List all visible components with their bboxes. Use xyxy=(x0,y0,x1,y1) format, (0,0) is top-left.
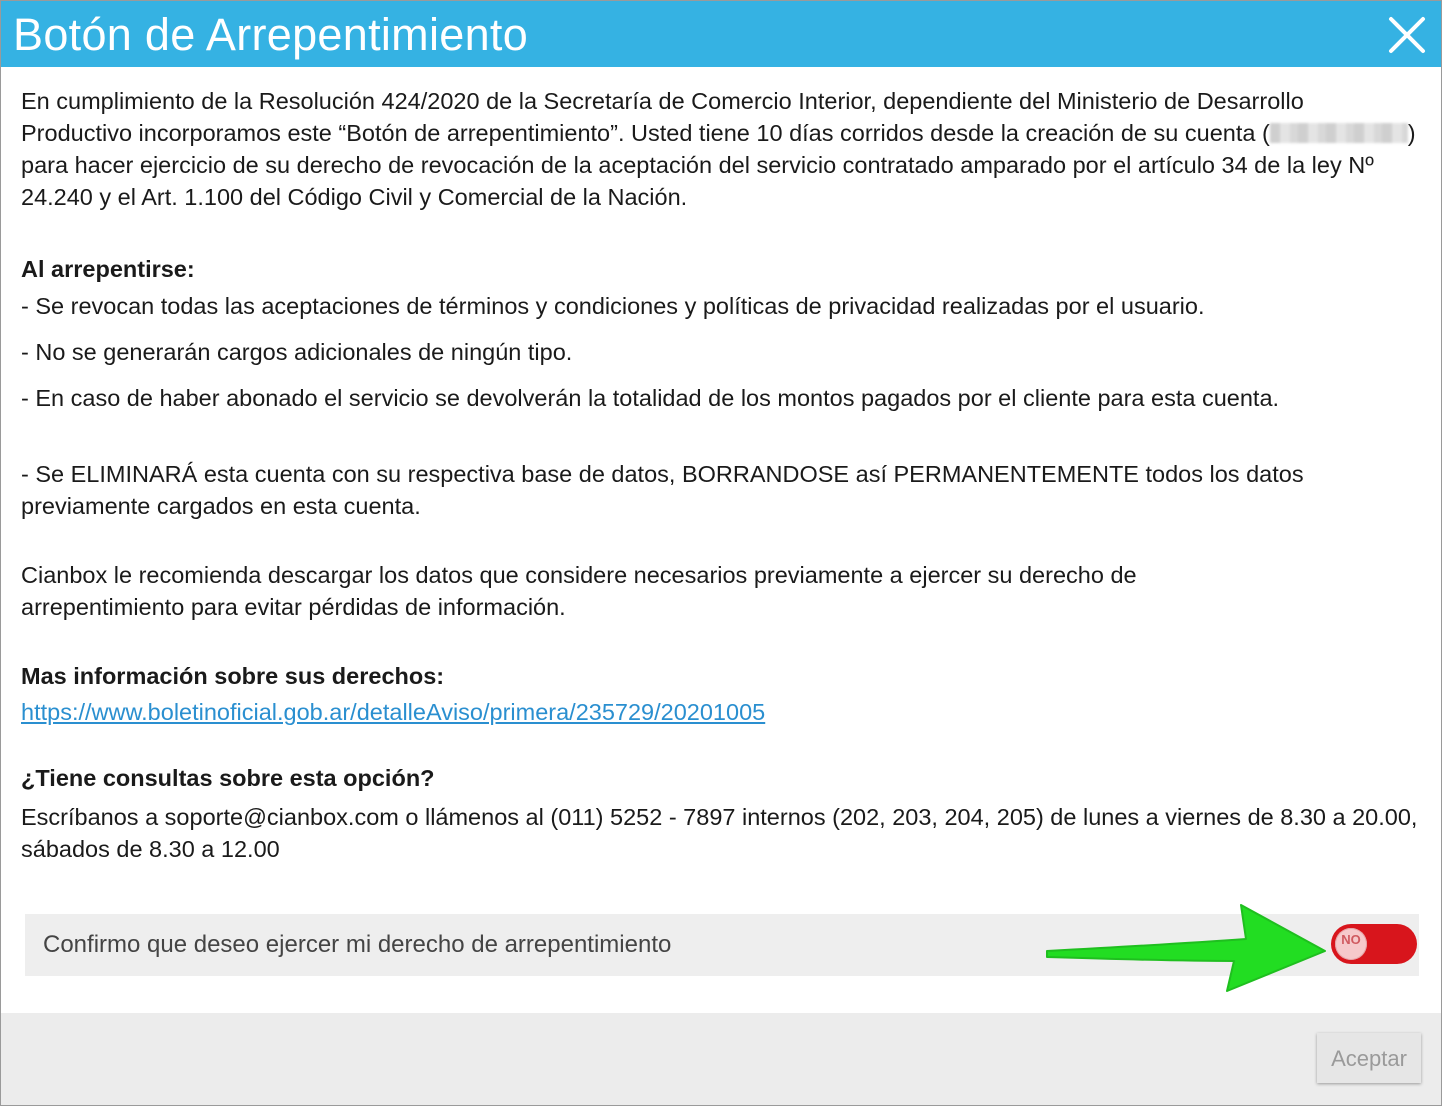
accept-button[interactable]: Aceptar xyxy=(1317,1033,1421,1083)
confirm-bar xyxy=(25,914,1419,976)
dialog-title: Botón de Arrepentimiento xyxy=(13,9,529,60)
more-info-link-wrapper xyxy=(21,696,1421,728)
recommendation-text: Cianbox le recomienda descargar los datos que considere necesarios previamente a ejercer su derecho de arrepentimiento para evitar pérdidas de información. xyxy=(21,562,1137,620)
contact-heading: ¿Tiene consultas sobre esta opción? xyxy=(21,765,435,791)
dialog-header xyxy=(1,1,1441,67)
confirm-toggle[interactable] xyxy=(1331,924,1417,964)
confirm-label: Confirmo que deseo ejercer mi derecho de arrepentimiento xyxy=(43,931,672,958)
consequence-item-3: - En caso de haber abonado el servicio se devolverán la totalidad de los montos pagados por el cliente para esta cuenta. xyxy=(21,385,1280,411)
boletin-oficial-link[interactable]: https://www.boletinoficial.gob.ar/detalleAviso/primera/235729/20201005 xyxy=(21,699,766,725)
intro-text-part2: ) para hacer ejercicio de su derecho de revocación de la aceptación del servicio contratado amparado por el artículo 34 de la ley Nº 24.240 y el Art. 1.100 del Código Civil y Comercial de la Nación. xyxy=(21,120,1416,210)
more-info-heading: Mas información sobre sus derechos: xyxy=(21,663,445,689)
close-icon[interactable] xyxy=(1387,15,1427,55)
dialog-footer xyxy=(1,1013,1441,1105)
consequence-item-1: - Se revocan todas las aceptaciones de términos y condiciones y políticas de privacidad realizadas por el usuario. xyxy=(21,293,1205,319)
intro-paragraph xyxy=(21,85,1421,213)
consequences-heading: Al arrepentirse: xyxy=(21,256,195,282)
redacted-date xyxy=(1270,123,1408,143)
intro-text-part1: En cumplimiento de la Resolución 424/2020 de la Secretaría de Comercio Interior, dependiente del Ministerio de Desarrollo Productivo incorporamos este “Botón de arrepentimiento”. Usted tiene 10 días corridos desde la creación de su cuenta ( xyxy=(21,88,1304,146)
toggle-state-text: NO xyxy=(1341,932,1361,947)
consequence-item-2: - No se generarán cargos adicionales de ningún tipo. xyxy=(21,339,573,365)
consequence-item-4: - Se ELIMINARÁ esta cuenta con su respectiva base de datos, BORRANDOSE así PERMANENTEMENTE todos los datos previamente cargados en esta cuenta. xyxy=(21,461,1304,519)
contact-text: Escríbanos a soporte@cianbox.com o llámenos al (011) 5252 - 7897 internos (202, 203, 204, 205) de lunes a viernes de 8.30 a 20.00, sábados de 8.30 a 12.00 xyxy=(21,804,1418,862)
